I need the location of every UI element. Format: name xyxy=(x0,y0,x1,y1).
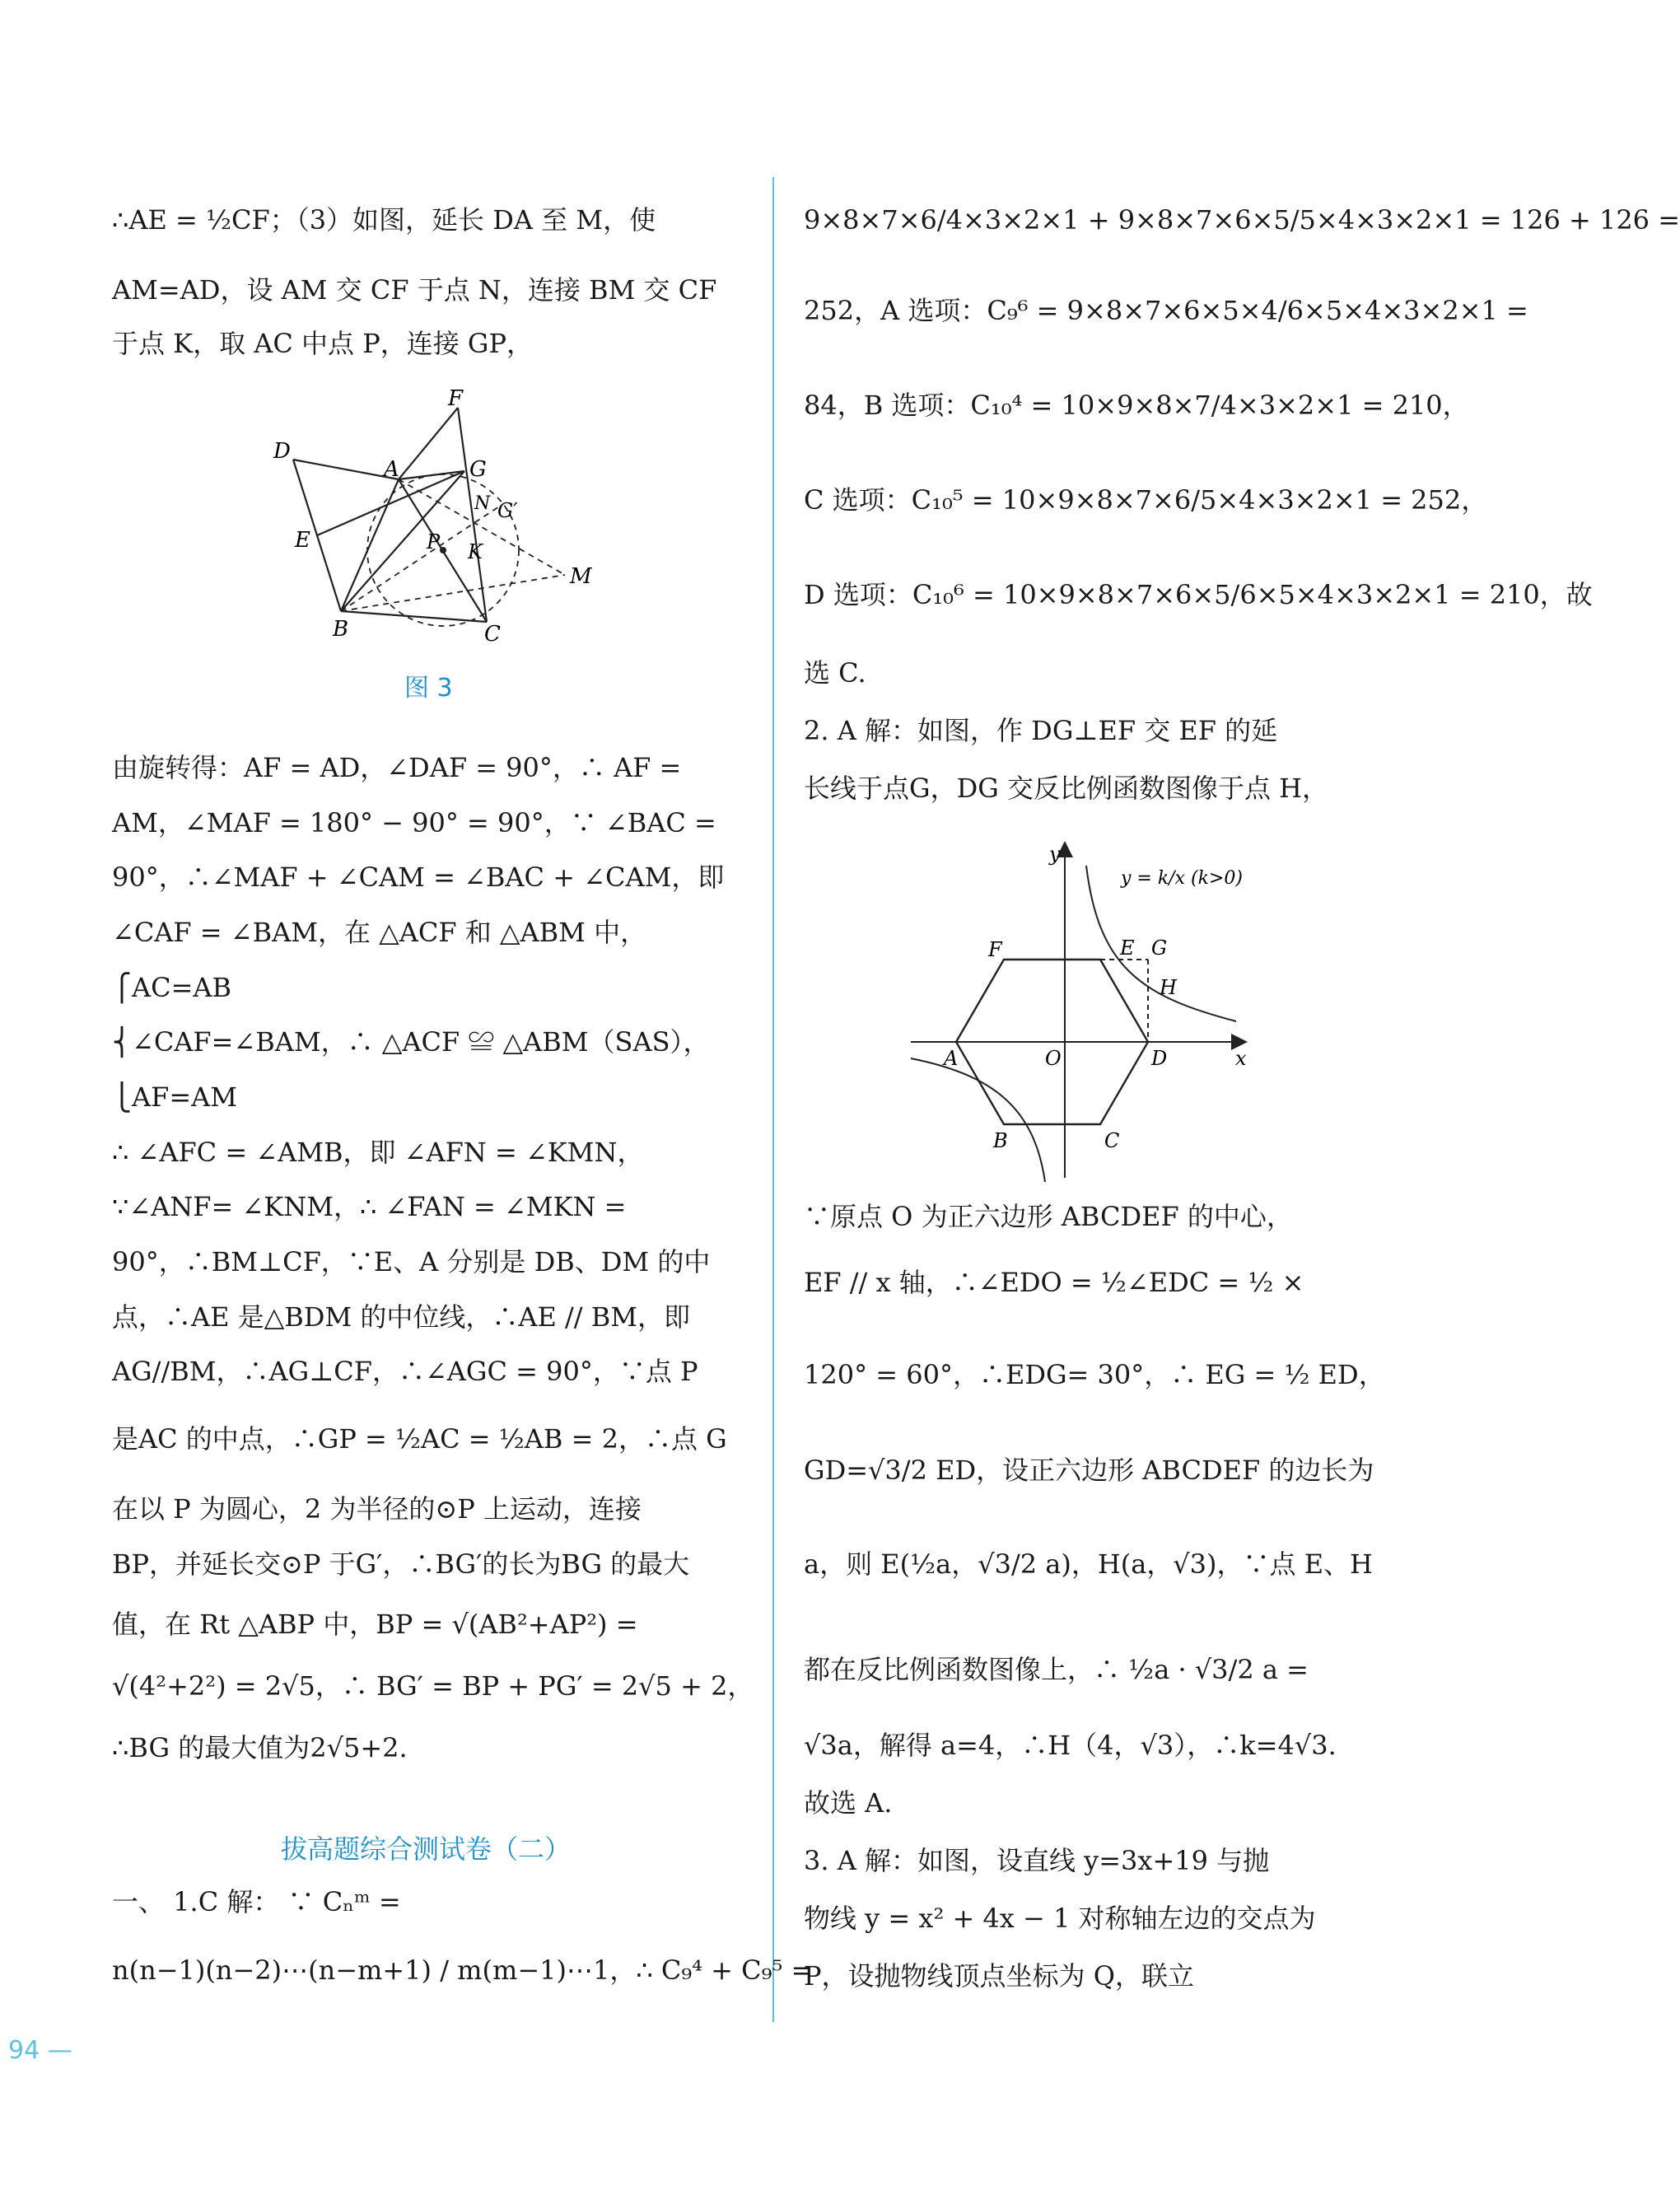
text-line: 点，∴AE 是△BDM 的中位线，∴AE // BM，即 xyxy=(112,1301,691,1333)
text-line: ∵∠ANF= ∠KNM，∴ ∠FAN = ∠MKN = xyxy=(112,1191,627,1222)
segment-DA xyxy=(293,460,399,479)
label-N: N xyxy=(474,493,491,514)
text-line: 120° = 60°，∴EDG= 30°，∴ EG = ½ ED， xyxy=(804,1359,1385,1390)
text-line: C 选项：C₁₀⁵ = 10×9×8×7×6/5×4×3×2×1 = 252， xyxy=(804,484,1488,516)
text-line: ⎩AF=AM xyxy=(112,1081,237,1113)
function-label: y = k/x (k>0) xyxy=(1121,868,1243,889)
text-line: ∴BG 的最大值为2√5+2. xyxy=(112,1732,408,1763)
label-B: B xyxy=(993,1129,1008,1152)
text-line: 90°，∴BM⊥CF，∵E、A 分别是 DB、DM 的中 xyxy=(112,1246,711,1277)
label-C: C xyxy=(1104,1129,1120,1152)
text-line: ⎧AC=AB xyxy=(112,972,232,1003)
label-A: A xyxy=(944,1047,959,1070)
text-line: AM=AD，设 AM 交 CF 于点 N，连接 BM 交 CF xyxy=(112,274,717,306)
text-line: 9×8×7×6/4×3×2×1 + 9×8×7×6×5/5×4×3×2×1 = 126 + 126 = xyxy=(804,204,1680,236)
figure-3-caption: 图 3 xyxy=(404,674,453,703)
text-line: AG//BM，∴AG⊥CF，∴∠AGC = 90°，∵点 P xyxy=(112,1356,698,1387)
text-line: 故选 A. xyxy=(804,1787,893,1819)
question-1-line: 一、 1.C 解： ∵ Cₙᵐ = xyxy=(112,1886,401,1917)
text-line: 是AC 的中点，∴GP = ½AC = ½AB = 2，∴点 G xyxy=(112,1423,727,1455)
label-G: G xyxy=(469,457,487,482)
label-x: x xyxy=(1235,1047,1247,1070)
label-B: B xyxy=(333,617,349,642)
text-line: 选 C. xyxy=(804,657,866,689)
label-K: K xyxy=(468,540,483,563)
label-y: y xyxy=(1049,843,1061,866)
label-P: P xyxy=(427,530,441,553)
text-line: √(4²+2²) = 2√5，∴ BG′ = BP + PG′ = 2√5 + 2， xyxy=(112,1670,754,1702)
segment-BG xyxy=(341,471,464,611)
text-line: 252，A 选项：C₉⁶ = 9×8×7×6×5×4/6×5×4×3×2×1 = xyxy=(804,295,1528,326)
page-number: 94 — xyxy=(8,2036,72,2065)
text-line: ∵原点 O 为正六边形 ABCDEF 的中心， xyxy=(804,1201,1293,1232)
text-line: 84，B 选项：C₁₀⁴ = 10×9×8×7/4×3×2×1 = 210， xyxy=(804,390,1469,421)
text-line: 物线 y = x² + 4x − 1 对称轴左边的交点为 xyxy=(804,1903,1316,1934)
text-line: GD=√3/2 ED，设正六边形 ABCDEF 的边长为 xyxy=(804,1455,1374,1486)
segment-BM xyxy=(341,575,565,611)
column-divider xyxy=(772,177,774,2022)
text-line: D 选项：C₁₀⁶ = 10×9×8×7×6×5/6×5×4×3×2×1 = 210，故 xyxy=(804,579,1593,610)
label-G-prime: G′ xyxy=(497,499,518,522)
label-D: D xyxy=(1151,1047,1168,1070)
text-line: a，则 E(½a，√3/2 a)，H(a，√3)，∵点 E、H xyxy=(804,1548,1373,1580)
text-line: P，设抛物线顶点坐标为 Q，联立 xyxy=(804,1960,1194,1992)
text-line: 都在反比例函数图像上，∴ ½a · √3/2 a = xyxy=(804,1654,1309,1685)
label-E: E xyxy=(295,528,310,553)
figure-3-geometry xyxy=(268,386,697,647)
text-line: 90°，∴∠MAF + ∠CAM = ∠BAC + ∠CAM，即 xyxy=(112,862,725,893)
label-O: O xyxy=(1045,1047,1062,1070)
text-line: 在以 P 为圆心，2 为半径的⊙P 上运动，连接 xyxy=(112,1493,642,1525)
text-line: 2. A 解：如图，作 DG⊥EF 交 EF 的延 xyxy=(804,715,1278,746)
segment-AF xyxy=(399,408,458,479)
text-line: 长线于点G，DG 交反比例函数图像于点 H， xyxy=(804,773,1329,804)
hexagon-graph xyxy=(911,836,1257,1182)
text-line: ⎨∠CAF=∠BAM，∴ △ACF ≌ △ABM（SAS）， xyxy=(112,1026,710,1058)
segment-BC xyxy=(341,611,487,622)
label-A: A xyxy=(384,457,399,482)
text-line: 由旋转得：AF = AD，∠DAF = 90°，∴ AF = xyxy=(112,752,682,783)
section-title: 拔高题综合测试卷（二） xyxy=(281,1833,572,1865)
label-H: H xyxy=(1160,976,1177,999)
text-line: EF // x 轴，∴∠EDO = ½∠EDC = ½ × xyxy=(804,1267,1304,1298)
text-line: 于点 K，取 AC 中点 P，连接 GP， xyxy=(112,328,533,359)
text-line: √3a，解得 a=4，∴H（4，√3），∴k=4√3. xyxy=(804,1730,1337,1761)
text-line: ∴ ∠AFC = ∠AMB，即 ∠AFN = ∠KMN， xyxy=(112,1137,644,1168)
label-M: M xyxy=(570,564,592,589)
label-G: G xyxy=(1151,936,1168,960)
text-line: BP，并延长交⊙P 于G′，∴BG′的长为BG 的最大 xyxy=(112,1548,690,1580)
label-E: E xyxy=(1120,936,1135,960)
label-D: D xyxy=(273,439,291,464)
text-line: ∴AE = ½CF；（3）如图，延长 DA 至 M，使 xyxy=(112,204,656,236)
text-line: AM，∠MAF = 180° − 90° = 90°，∵ ∠BAC = xyxy=(112,807,716,838)
label-F: F xyxy=(448,386,464,411)
point-P xyxy=(440,547,446,553)
text-line: ∠CAF = ∠BAM，在 △ACF 和 △ABM 中， xyxy=(112,917,647,948)
text-line: 3. A 解：如图，设直线 y=3x+19 与抛 xyxy=(804,1845,1270,1876)
hyperbola-branch-2 xyxy=(911,1058,1045,1182)
label-F: F xyxy=(988,938,1002,961)
question-1-formula: n(n−1)(n−2)⋯(n−m+1) / m(m−1)⋯1，∴ C₉⁴ + C₉⁵ = xyxy=(112,1954,814,1986)
label-C: C xyxy=(484,622,501,647)
text-line: 值，在 Rt △ABP 中，BP = √(AB²+AP²) = xyxy=(112,1609,638,1640)
